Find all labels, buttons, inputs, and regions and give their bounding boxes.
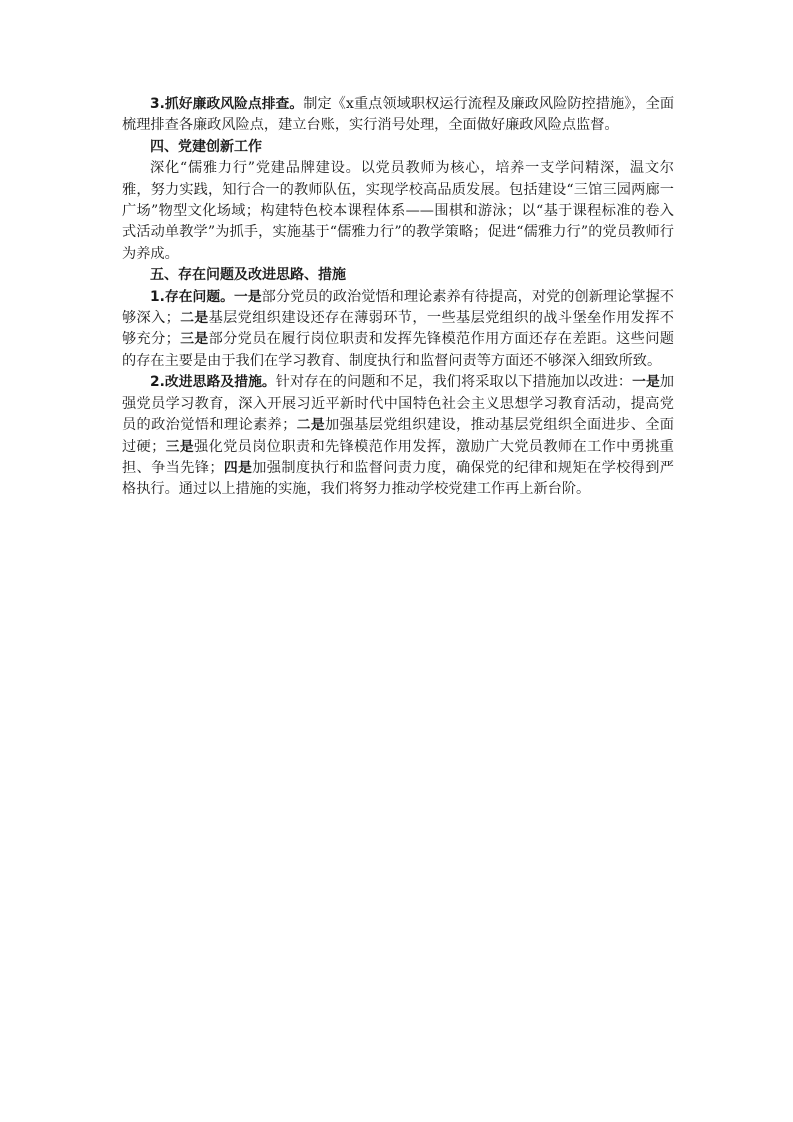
paragraph-item-3: [122, 94, 674, 137]
problems-label: 1.存在问题。: [150, 288, 235, 305]
problems-first-label: 一是: [234, 288, 262, 305]
item-3-label: 3.抓好廉政风险点排查。: [150, 96, 304, 112]
measures-third-text: 强化党员岗位职责和先锋模范作用发挥，激励广大党员教师在工作中勇挑重担、争当先锋；: [122, 438, 674, 476]
measures-third-label: 三是: [165, 438, 195, 455]
measures-second-label: 二是: [296, 417, 326, 434]
measures-second-text: 加强基层党组织建设，推动基层党组织全面进步、全面过硬；: [122, 417, 674, 455]
measures-first-label: 一是: [632, 374, 660, 391]
problems-third-label: 三是: [179, 331, 209, 348]
problems-third-text: 部分党员在履行岗位职责和发挥先锋模范作用方面还存在差距。这些问题的存在主要是由于我们在学习教育、制度执行和监督问责等方面还不够深入细致所致。: [122, 331, 674, 369]
measures-label: 2.改进思路及措施。: [150, 374, 276, 391]
section-heading-4: 四、党建创新工作: [150, 138, 262, 155]
item-3-text: 制定《x重点领域职权运行流程及廉政风险防控措施》，全面梳理排查各廉政风险点，建立台账，实行消号处理，全面做好廉政风险点监督。: [122, 96, 675, 134]
document-body: [122, 94, 674, 501]
problems-second-text: 基层党组织建设还存在薄弱环节，一些基层党组织的战斗堡垒作用发挥不够充分；: [122, 310, 674, 348]
measures-fourth-text: 加强制度执行和监督问责力度，确保党的纪律和规矩在学校得到严格执行。通过以上措施的实施，我们将努力推动学校党建工作再上新台阶。: [122, 459, 674, 498]
problems-first-text: 部分党员的政治觉悟和理论素养有待提高，对党的创新理论掌握不够深入；: [122, 288, 674, 327]
paragraph-party-innovation: 深化“儒雅力行”党建品牌建设。以党员教师为核心，培养一支学问精深，温文尔雅，努力实践，知行合一的教师队伍，实现学校高品质发展。包括建设“三馆三园两廊一广场”物型文化场域；构建特色校本课程体系——围棋和游泳；以“基于课程标准的卷入式活动单教学”为抓手，实施基于“儒雅力行”的教学策略；促进“儒雅力行”的党员教师行为养成。: [122, 160, 674, 262]
problems-second-label: 二是: [179, 310, 209, 327]
paragraph-problems: [122, 287, 674, 373]
measures-first-text: 加强党员学习教育，深入开展习近平新时代中国特色社会主义思想学习教育活动，提高党员的政治觉悟和理论素养；: [122, 374, 675, 434]
paragraph-measures: [122, 372, 674, 500]
section-heading-5: 五、存在问题及改进思路、措施: [150, 267, 346, 284]
measures-intro: 针对存在的问题和不足，我们将采取以下措施加以改进：: [275, 374, 633, 391]
measures-fourth-label: 四是: [223, 459, 253, 476]
